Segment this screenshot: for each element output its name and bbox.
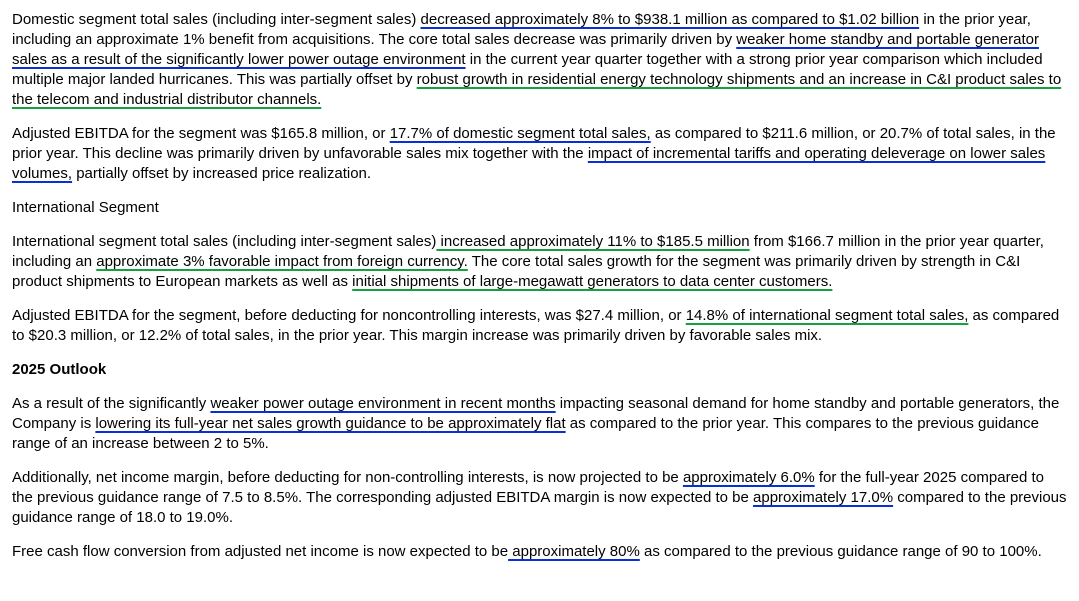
domestic-ebitda-paragraph: [12, 124, 1067, 184]
highlight-green: 14.8% of international segment total sales,: [685, 307, 969, 324]
international-ebitda-paragraph: [12, 306, 1067, 346]
highlight-blue: 17.7% of domestic segment total sales,: [389, 125, 651, 142]
outlook-cashflow-paragraph: [12, 542, 1067, 562]
text-run: partially offset by increased price realization.: [72, 165, 372, 182]
text-run: impacting seasonal demand for home standby and portable generators, the Company is: [12, 395, 1060, 432]
highlight-green: robust growth in residential energy technology shipments and an increase in C&I product sales to the telecom and industrial distributor channels.: [12, 71, 1062, 108]
highlight-green: approximate 3% favorable impact from foreign currency.: [96, 253, 468, 270]
outlook-margin-paragraph: [12, 468, 1067, 528]
text-run: as compared to the prior year. This compares to the previous guidance range of an increase between 2 to 5%.: [12, 415, 1039, 452]
domestic-sales-paragraph: [12, 10, 1067, 110]
text-run: as compared to $211.6 million, or 20.7% of total sales, in the prior year. This decline was primarily driven by unfavorable sales mix together with the: [12, 125, 1056, 162]
highlight-blue: approximately 17.0%: [753, 489, 894, 506]
highlight-blue: impact of incremental tariffs and operating deleverage on lower sales volumes,: [12, 145, 1046, 182]
highlight-blue: weaker home standby and portable generator sales as a result of the significantly lower power outage environment: [12, 31, 1039, 68]
text-run: for the full-year 2025 compared to the previous guidance range of 7.5 to 8.5%. The corresponding adjusted EBITDA margin is now expected to be: [12, 469, 1044, 506]
text-run: in the prior year, including an approximate 1% benefit from acquisitions. The core total sales decrease was primarily driven by: [12, 11, 1031, 48]
highlight-blue: lowering its full-year net sales growth guidance to be approximately flat: [95, 415, 566, 432]
highlight-blue: decreased approximately 8% to $938.1 million as compared to $1.02 billion: [420, 11, 920, 28]
highlight-green: increased approximately 11% to $185.5 million: [436, 233, 750, 250]
text-run: Domestic segment total sales (including inter-segment sales): [12, 11, 421, 28]
international-segment-heading: International Segment: [12, 199, 159, 216]
highlight-green: initial shipments of large-megawatt generators to data center customers.: [352, 273, 833, 290]
text-run: International segment total sales (including inter-segment sales): [12, 233, 437, 250]
text-run: compared to the previous guidance range of 18.0 to 19.0%.: [12, 489, 1067, 526]
highlight-blue: weaker power outage environment in recent months: [210, 395, 556, 412]
highlight-blue: approximately 6.0%: [682, 469, 815, 486]
text-run: As a result of the significantly: [12, 395, 211, 412]
text-run: Adjusted EBITDA for the segment was $165.8 million, or: [12, 125, 390, 142]
text-run: Adjusted EBITDA for the segment, before deducting for noncontrolling interests, was $27.4 million, or: [12, 307, 686, 324]
outlook-heading: 2025 Outlook: [12, 361, 107, 378]
highlight-blue: approximately 80%: [508, 543, 640, 560]
text-run: Free cash flow conversion from adjusted net income is now expected to be: [12, 543, 509, 560]
text-run: as compared to $20.3 million, or 12.2% of total sales, in the prior year. This margin increase was primarily driven by favorable sales mix.: [12, 307, 1060, 344]
outlook-sales-paragraph: [12, 394, 1067, 454]
text-run: The core total sales growth for the segment was primarily driven by strength in C&I product shipments to European markets as well as: [12, 253, 1021, 290]
international-sales-paragraph: [12, 232, 1067, 292]
text-run: from $166.7 million in the prior year quarter, including an: [12, 233, 1044, 270]
text-run: as compared to the previous guidance range of 90 to 100%.: [639, 543, 1042, 560]
text-run: in the current year quarter together with a strong prior year comparison which included multiple major landed hurricanes. This was partially offset by: [12, 51, 1043, 88]
text-run: Additionally, net income margin, before deducting for non-controlling interests, is now projected to be: [12, 469, 683, 486]
